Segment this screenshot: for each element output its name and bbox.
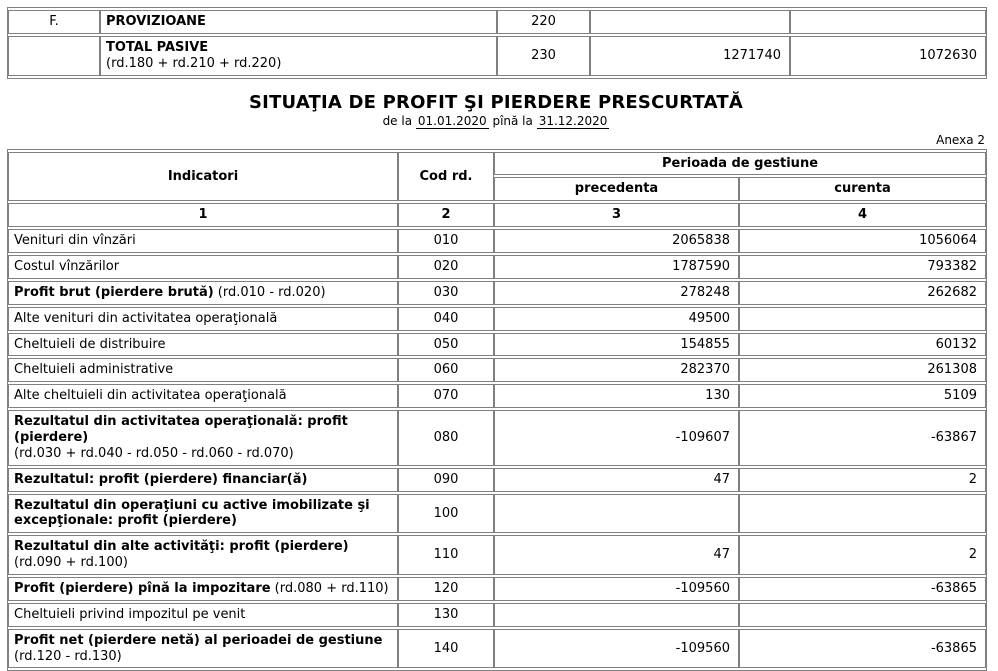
col-number-1: 1 xyxy=(8,203,398,227)
row-code: 120 xyxy=(398,577,494,601)
cell-current xyxy=(739,603,986,627)
indicator-name: Profit brut (pierdere brută) xyxy=(14,284,214,300)
cell-previous: 47 xyxy=(494,535,739,575)
cell-previous: 154855 xyxy=(494,333,739,357)
cell-current: -63867 xyxy=(739,410,986,466)
table-row xyxy=(8,577,986,601)
main-table-body xyxy=(8,152,986,669)
cell-previous: -109607 xyxy=(494,410,739,466)
row-name: TOTAL PASIVE xyxy=(106,39,209,55)
row-code: 040 xyxy=(398,307,494,331)
annex-label: Anexa 2 xyxy=(936,132,985,147)
indicator-cell xyxy=(8,333,398,357)
date-from: 01.01.2020 xyxy=(417,113,487,128)
table-row xyxy=(8,10,986,34)
table-row xyxy=(8,494,986,534)
cell-current xyxy=(739,307,986,331)
table-row xyxy=(8,333,986,357)
indicator-cell xyxy=(8,577,398,601)
balance-bottom-table xyxy=(7,7,987,79)
indicator-cell xyxy=(8,358,398,382)
table-row xyxy=(8,229,986,253)
table-row xyxy=(8,358,986,382)
indicator-name: Profit net (pierdere netă) al perioadei de gestiune xyxy=(14,632,383,648)
row-code: 130 xyxy=(398,603,494,627)
cell-previous xyxy=(494,603,739,627)
indicator-cell xyxy=(8,255,398,279)
header-current: curenta xyxy=(739,177,986,201)
cell-current: -63865 xyxy=(739,577,986,601)
row-code: 090 xyxy=(398,468,494,492)
row-name: PROVIZIOANE xyxy=(106,14,206,29)
indicator-formula: (rd.090 + rd.100) xyxy=(14,555,128,571)
indicator-formula: (rd.120 - rd.130) xyxy=(14,648,122,664)
cell-current: 1072630 xyxy=(790,36,986,76)
table-row xyxy=(8,307,986,331)
cell-current: 1056064 xyxy=(739,229,986,253)
table-row xyxy=(8,468,986,492)
table-row xyxy=(8,36,986,76)
cell-previous: 49500 xyxy=(494,307,739,331)
row-code: 050 xyxy=(398,333,494,357)
row-letter xyxy=(8,36,100,76)
cell-current xyxy=(790,10,986,34)
cell-previous: 1271740 xyxy=(590,36,790,76)
row-name-cell xyxy=(100,10,497,34)
row-code: 020 xyxy=(398,255,494,279)
col-number-4: 4 xyxy=(739,203,986,227)
col-number-3: 3 xyxy=(494,203,739,227)
indicator-cell xyxy=(8,494,398,534)
indicator-name: Cheltuieli administrative xyxy=(14,362,174,378)
indicator-cell xyxy=(8,535,398,575)
row-code: 070 xyxy=(398,384,494,408)
indicator-name: Rezultatul din alte activităţi: profit (pierdere) xyxy=(14,539,349,555)
indicator-cell xyxy=(8,384,398,408)
cell-current: -63865 xyxy=(739,629,986,669)
cell-previous: -109560 xyxy=(494,577,739,601)
table-row xyxy=(8,384,986,408)
cell-previous: 47 xyxy=(494,468,739,492)
indicator-name: Venituri din vînzări xyxy=(14,233,136,249)
row-code: 220 xyxy=(497,10,590,34)
indicator-name: Alte cheltuieli din activitatea operaţională xyxy=(14,388,287,404)
indicator-cell xyxy=(8,468,398,492)
column-number-row xyxy=(8,203,986,227)
table-row xyxy=(8,535,986,575)
cell-current: 5109 xyxy=(739,384,986,408)
date-to: 31.12.2020 xyxy=(538,113,608,128)
indicator-cell xyxy=(8,229,398,253)
cell-current: 262682 xyxy=(739,281,986,305)
cell-previous: 278248 xyxy=(494,281,739,305)
row-code: 060 xyxy=(398,358,494,382)
report-page xyxy=(7,0,985,671)
row-code: 110 xyxy=(398,535,494,575)
indicator-name: Alte venituri din activitatea operaţională xyxy=(14,310,278,326)
indicator-cell xyxy=(8,629,398,669)
header-previous: precedenta xyxy=(494,177,739,201)
period-middle: pînă la xyxy=(492,113,533,128)
table-row xyxy=(8,255,986,279)
table-row xyxy=(8,410,986,466)
cell-current: 60132 xyxy=(739,333,986,357)
cell-previous: 130 xyxy=(494,384,739,408)
indicator-cell xyxy=(8,281,398,305)
row-code: 030 xyxy=(398,281,494,305)
indicator-formula: (rd.080 + rd.110) xyxy=(270,581,389,597)
cell-previous xyxy=(590,10,790,34)
cell-current: 2 xyxy=(739,468,986,492)
row-code: 010 xyxy=(398,229,494,253)
cell-previous: 1787590 xyxy=(494,255,739,279)
indicator-name: Cheltuieli privind impozitul pe venit xyxy=(14,606,246,622)
row-letter: F. xyxy=(8,10,100,34)
row-name-cell xyxy=(100,36,497,76)
cell-current: 793382 xyxy=(739,255,986,279)
indicator-cell xyxy=(8,410,398,466)
table-row xyxy=(8,629,986,669)
cell-previous xyxy=(494,494,739,534)
cell-previous: 282370 xyxy=(494,358,739,382)
indicator-formula: (rd.030 + rd.040 - rd.050 - rd.060 - rd.070) xyxy=(14,445,294,461)
row-code: 140 xyxy=(398,629,494,669)
row-code: 080 xyxy=(398,410,494,466)
indicator-name: Rezultatul din activitatea operaţională: profit (pierdere) xyxy=(14,414,348,446)
header-indicators: Indicatori xyxy=(8,152,398,202)
indicator-name: Profit (pierdere) pînă la impozitare xyxy=(14,581,271,597)
cell-current xyxy=(739,494,986,534)
indicator-cell xyxy=(8,307,398,331)
indicator-cell xyxy=(8,603,398,627)
period-prefix: de la xyxy=(382,113,413,128)
table-row xyxy=(8,603,986,627)
report-period xyxy=(7,114,985,128)
col-number-2: 2 xyxy=(398,203,494,227)
row-formula: (rd.180 + rd.210 + rd.220) xyxy=(106,55,282,71)
indicator-name: Rezultatul din operaţiuni cu active imobilizate şi excepţionale: profit (pierdere) xyxy=(14,497,370,529)
header-period-group: Perioada de gestiune xyxy=(494,152,986,176)
header-code: Cod rd. xyxy=(398,152,494,202)
header-row xyxy=(8,152,986,176)
cell-previous: 2065838 xyxy=(494,229,739,253)
cell-current: 261308 xyxy=(739,358,986,382)
row-code: 230 xyxy=(497,36,590,76)
indicator-name: Rezultatul: profit (pierdere) financiar(ă) xyxy=(14,471,308,487)
row-code: 100 xyxy=(398,494,494,534)
cell-current: 2 xyxy=(739,535,986,575)
indicator-formula: (rd.010 - rd.020) xyxy=(213,284,326,300)
indicator-name: Cheltuieli de distribuire xyxy=(14,336,166,352)
profit-loss-table xyxy=(7,149,987,671)
cell-previous: -109560 xyxy=(494,629,739,669)
indicator-name: Costul vînzărilor xyxy=(14,259,120,275)
page-title: SITUAŢIA DE PROFIT ŞI PIERDERE PRESCURTATĂ xyxy=(249,91,743,113)
table-row xyxy=(8,281,986,305)
